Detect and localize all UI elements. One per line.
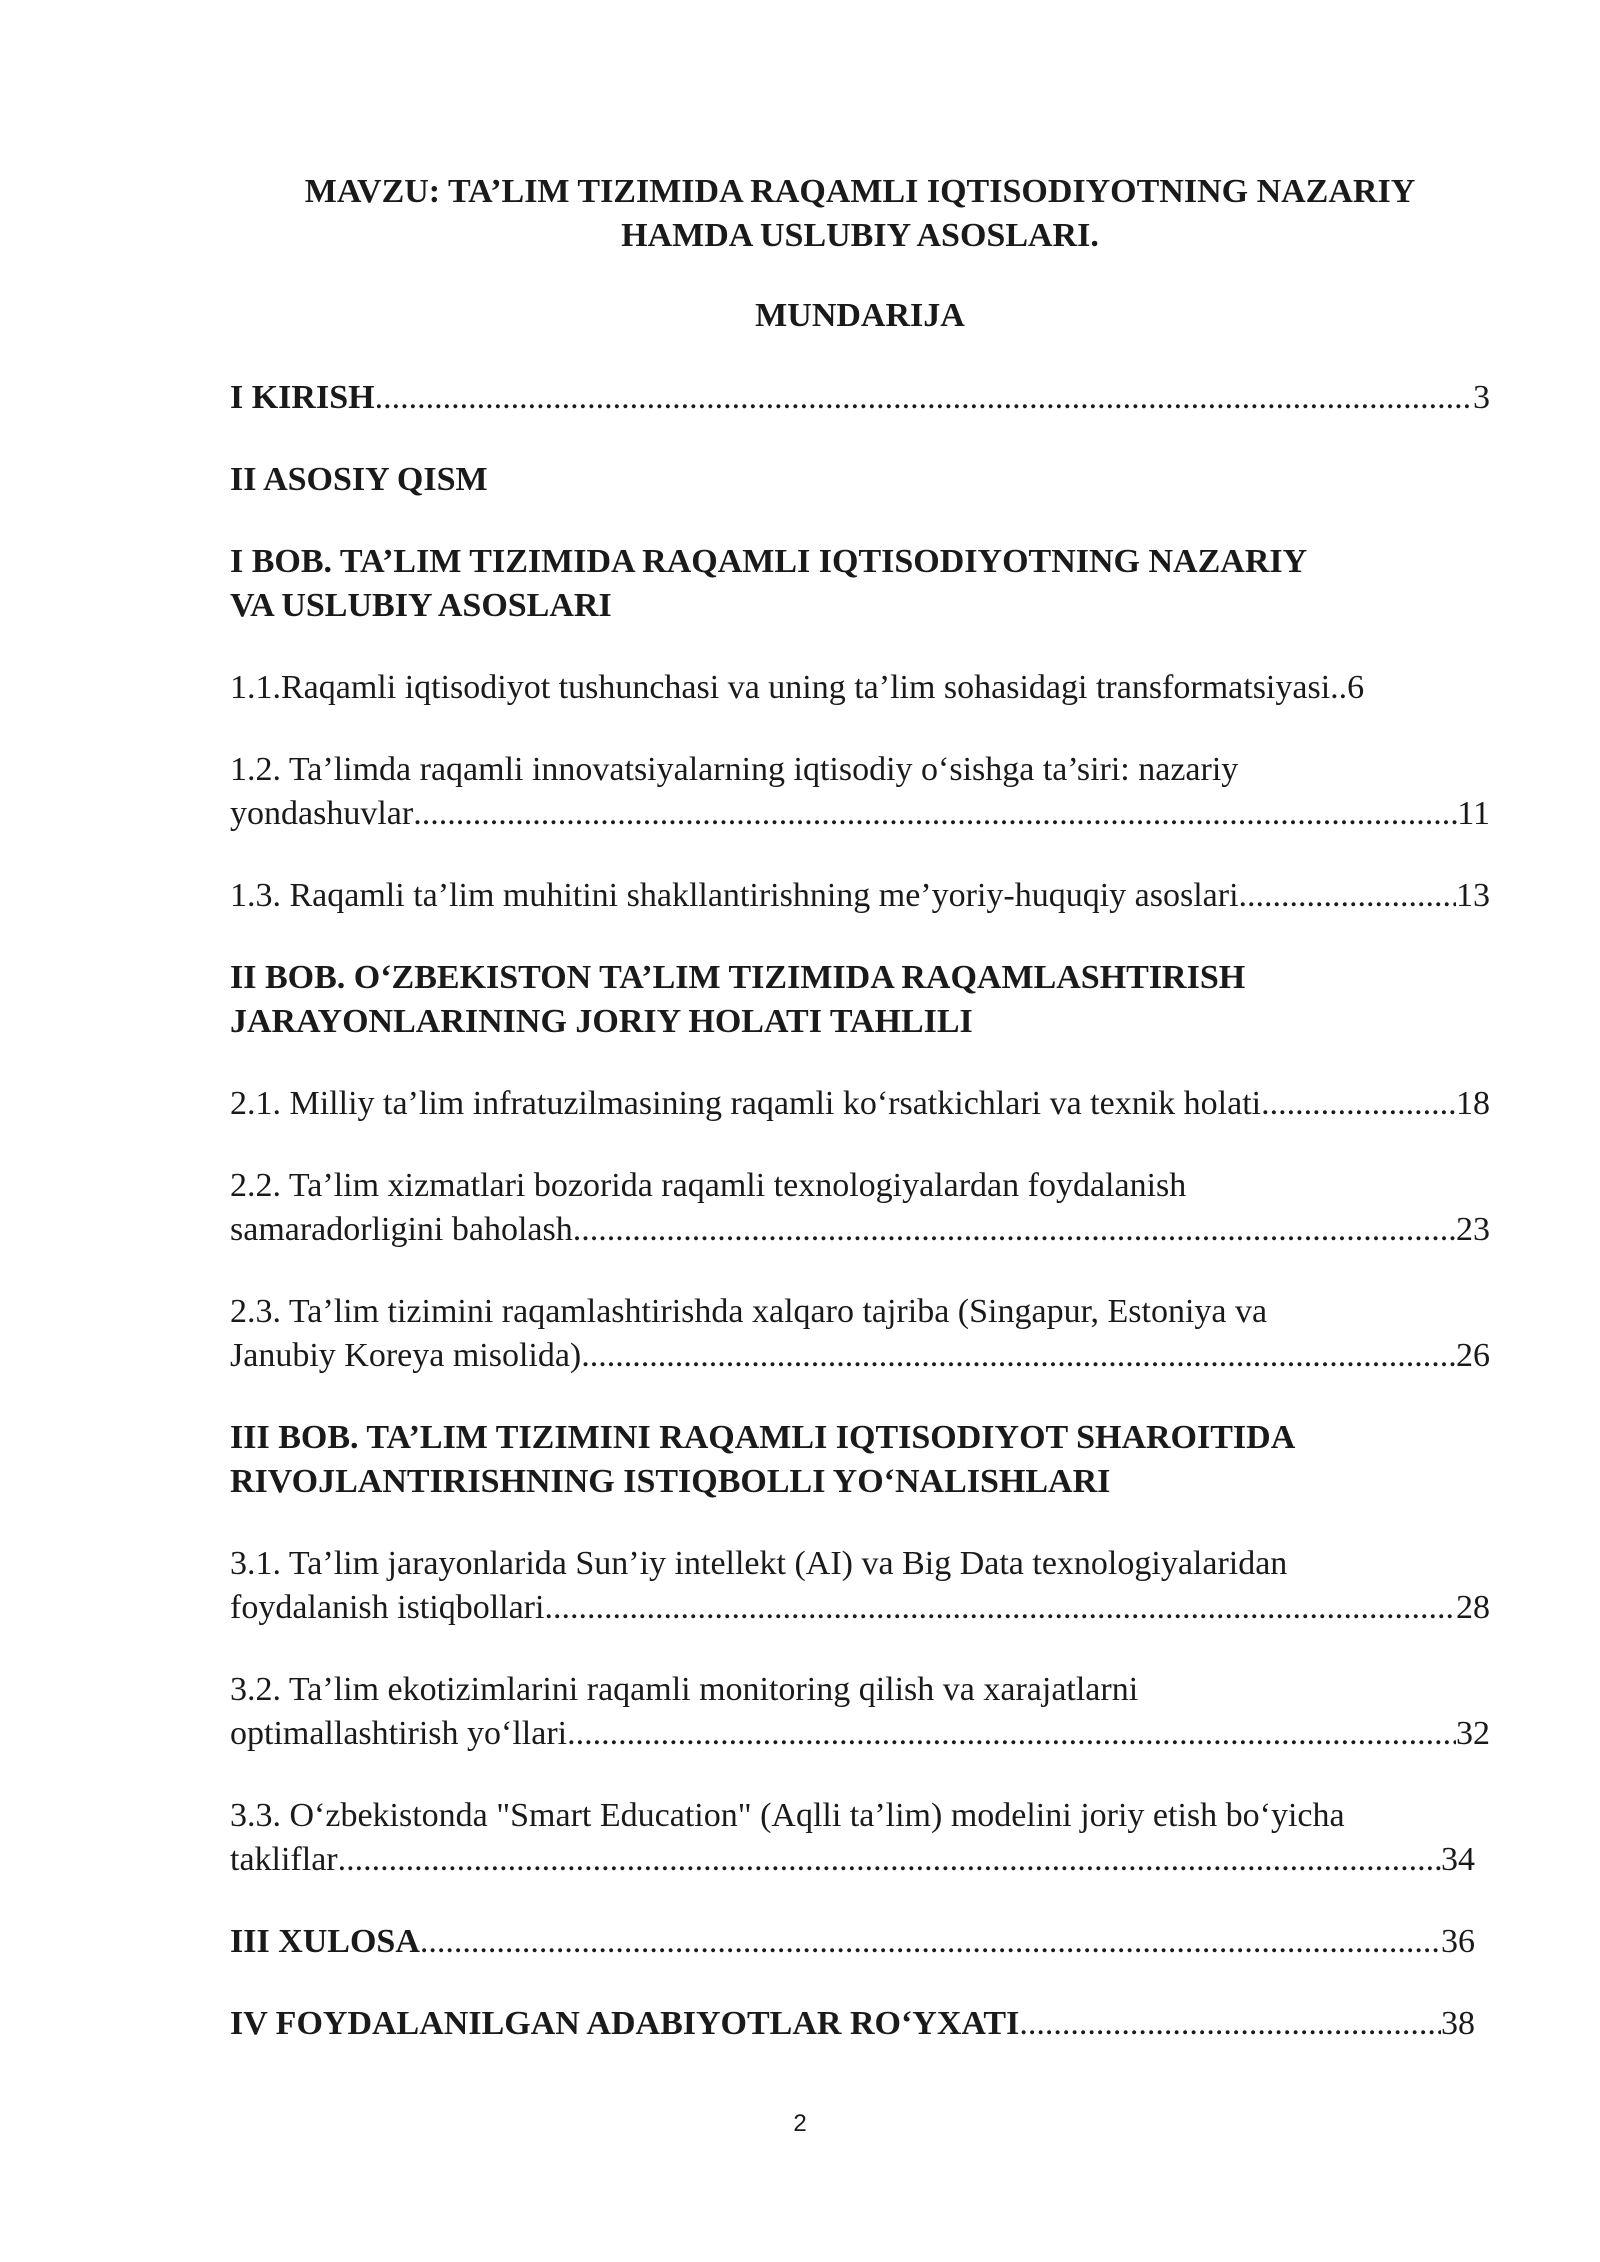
toc-label: I KIRISH <box>230 379 375 416</box>
toc-chapter-2[interactable] <box>230 956 1490 1044</box>
toc-page: 28 <box>1456 1589 1490 1626</box>
leader-dots <box>573 1208 1456 1252</box>
toc-entry-1-2[interactable] <box>230 748 1490 836</box>
toc-page: 11 <box>1457 795 1490 832</box>
toc-label: 1.3. Raqamli ta’lim muhitini shakllantirishning me’yoriy-huquqiy asoslari <box>230 877 1239 914</box>
toc-entry-2-3[interactable] <box>230 1290 1490 1378</box>
toc-page: 32 <box>1456 1715 1490 1752</box>
toc-label-line-1: 2.2. Ta’lim xizmatlari bozorida raqamli texnologiyalardan foydalanish <box>230 1167 1187 1204</box>
toc-page: 26 <box>1456 1337 1490 1374</box>
toc-entry-3-2[interactable] <box>230 1668 1490 1756</box>
toc-label: 2.1. Milliy ta’lim infratuzilmasining raqamli ko‘rsatkichlari va texnik holati <box>230 1085 1262 1122</box>
chapter-line-2: VA USLUBIY ASOSLARI <box>230 587 612 624</box>
toc-page: 36 <box>1441 1923 1475 1960</box>
toc-label-line-1: 3.3. O‘zbekistonda "Smart Education" (Aqlli ta’lim) modelini joriy etish bo‘yicha <box>230 1797 1345 1834</box>
toc-page: 3 <box>1473 379 1490 416</box>
leader-dots <box>413 792 1457 836</box>
toc-label-line-1: 3.1. Ta’lim jarayonlarida Sun’iy intellekt (AI) va Big Data texnologiyalaridan <box>230 1545 1288 1582</box>
chapter-line-1: I BOB. TA’LIM TIZIMIDA RAQAMLI IQTISODIYOTNING NAZARIY <box>230 543 1308 580</box>
toc-label-line-2: optimallashtirish yo‘llari <box>230 1715 568 1752</box>
toc-page: 23 <box>1456 1211 1490 1248</box>
toc-entry-conclusion[interactable] <box>230 1920 1475 1964</box>
chapter-line-1: III BOB. TA’LIM TIZIMINI RAQAMLI IQTISODIYOT SHAROITIDA <box>230 1419 1296 1456</box>
toc-chapter-1[interactable] <box>230 540 1490 628</box>
contents-heading: MUNDARIJA <box>755 297 965 334</box>
leader-dots <box>567 1712 1456 1756</box>
chapter-line-2: RIVOJLANTIRISHNING ISTIQBOLLI YO‘NALISHLARI <box>230 1463 1111 1500</box>
leader-dots <box>1239 874 1456 918</box>
chapter-line-2: JARAYONLARINING JORIY HOLATI TAHLILI <box>230 1003 973 1040</box>
leader-dots <box>375 376 1473 420</box>
toc-label-line-1: 1.2. Ta’limda raqamli innovatsiyalarning iqtisodiy o‘sishga ta’siri: nazariy <box>230 751 1239 788</box>
document-page <box>230 150 1490 2046</box>
toc-entry-intro[interactable] <box>230 376 1490 420</box>
leader-dots <box>420 1920 1441 1964</box>
toc-label: 1.1.Raqamli iqtisodiyot tushunchasi va uning ta’lim sohasidagi transformatsiyasi.. <box>230 669 1348 706</box>
leader-dots <box>544 1586 1456 1630</box>
toc-entry-2-1[interactable] <box>230 1082 1490 1126</box>
toc-label-line-2: samaradorligini baholash <box>230 1211 573 1248</box>
toc-label-line-2: Janubiy Koreya misolida) <box>230 1337 582 1374</box>
toc-label-line-1: 3.2. Ta’lim ekotizimlarini raqamli monitoring qilish va xarajatlarni <box>230 1671 1139 1708</box>
toc-label: III XULOSA <box>230 1923 420 1960</box>
toc-label-line-2: yondashuvlar <box>230 795 414 832</box>
toc-label-line-2: foydalanish istiqbollari <box>230 1589 545 1626</box>
toc-label: IV FOYDALANILGAN ADABIYOTLAR RO‘YXATI <box>230 2005 1020 2042</box>
page-number: 2 <box>793 2110 807 2137</box>
chapter-line-1: II BOB. O‘ZBEKISTON TA’LIM TIZIMIDA RAQAMLASHTIRISH <box>230 959 1246 996</box>
document-title <box>230 170 1490 258</box>
toc-entry-1-3[interactable] <box>230 874 1490 918</box>
toc-chapter-3[interactable] <box>230 1416 1490 1504</box>
toc-main-part[interactable]: II ASOSIY QISM <box>230 461 488 498</box>
toc-page: 13 <box>1456 877 1490 914</box>
toc-entry-1-1[interactable] <box>230 666 1500 710</box>
toc-entry-2-2[interactable] <box>230 1164 1490 1252</box>
title-line-1: MAVZU: TA’LIM TIZIMIDA RAQAMLI IQTISODIYOTNING NAZARIY <box>304 173 1416 210</box>
toc-page: 6 <box>1347 669 1365 706</box>
toc-page: 18 <box>1456 1085 1490 1122</box>
leader-dots <box>1019 2002 1441 2046</box>
toc-page: 38 <box>1441 2005 1475 2042</box>
title-line-2: HAMDA USLUBIY ASOSLARI. <box>621 217 1099 254</box>
toc-label-line-1: 2.3. Ta’lim tizimini raqamlashtirishda xalqaro tajriba (Singapur, Estoniya va <box>230 1293 1268 1330</box>
leader-dots <box>1261 1082 1456 1126</box>
leader-dots <box>581 1334 1456 1378</box>
toc-entry-3-1[interactable] <box>230 1542 1490 1630</box>
toc-page: 34 <box>1441 1841 1475 1878</box>
toc-entry-references[interactable] <box>230 2002 1475 2046</box>
leader-dots <box>338 1838 1441 1882</box>
toc-entry-3-3[interactable] <box>230 1794 1475 1882</box>
toc-label-line-2: takliflar <box>230 1841 338 1878</box>
